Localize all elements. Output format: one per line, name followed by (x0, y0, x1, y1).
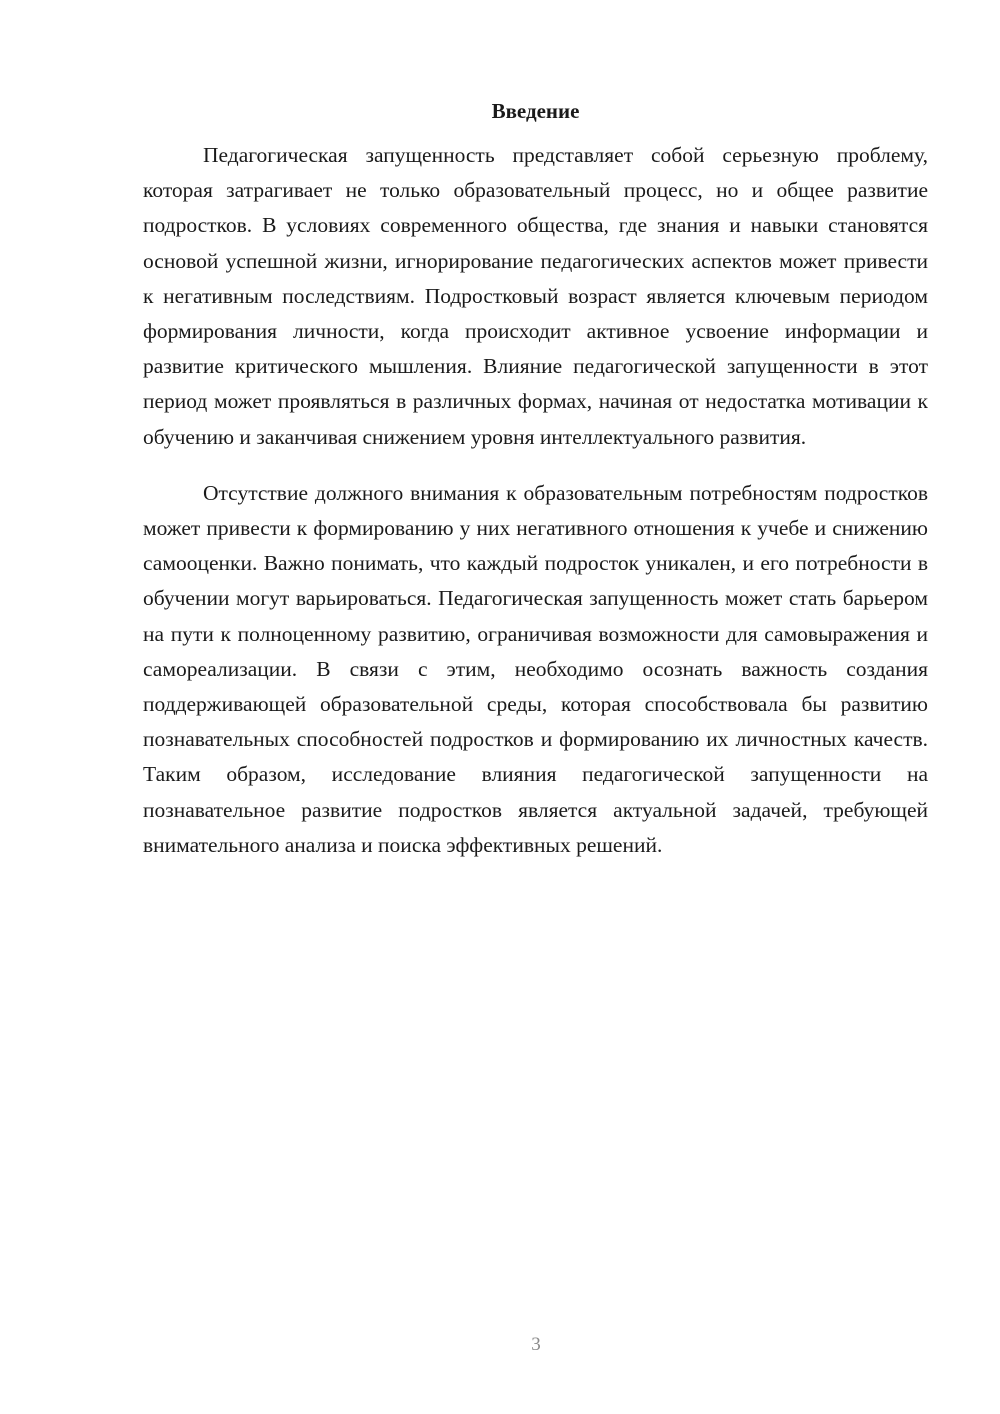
page-number: 3 (531, 1334, 541, 1355)
page-content (143, 96, 928, 863)
paragraph-1: Педагогическая запущенность представляет собой серьезную проблему, которая затрагивает не только образовательный процесс, но и общее развитие подростков. В условиях современного общества, где знания и навыки становятся основой успешной жизни, игнорирование педагогических аспектов может привести к негативным последствиям. Подростковый возраст является ключевым периодом формирования личности, когда происходит активное усвоение информации и развитие критического мышления. Влияние педагогической запущенности в этот период может проявляться в различных формах, начиная от недостатка мотивации к обучению и заканчивая снижением уровня интеллектуального развития. (143, 143, 928, 449)
section-title: Введение (491, 99, 580, 123)
paragraph-2: Отсутствие должного внимания к образовательным потребностям подростков может привести к формированию у них негативного отношения к учебе и снижению самооценки. Важно понимать, что каждый подросток уникален, и его потребности в обучении могут варьироваться. Педагогическая запущенность может стать барьером на пути к полноценному развитию, ограничивая возможности для самовыражения и самореализации. В связи с этим, необходимо осознать важность создания поддерживающей образовательной среды, которая способствовала бы развитию познавательных способностей подростков и формированию их личностных качеств. Таким образом, исследование влияния педагогической запущенности на познавательное развитие подростков является актуальной задачей, требующей внимательного анализа и поиска эффективных решений. (143, 480, 928, 857)
